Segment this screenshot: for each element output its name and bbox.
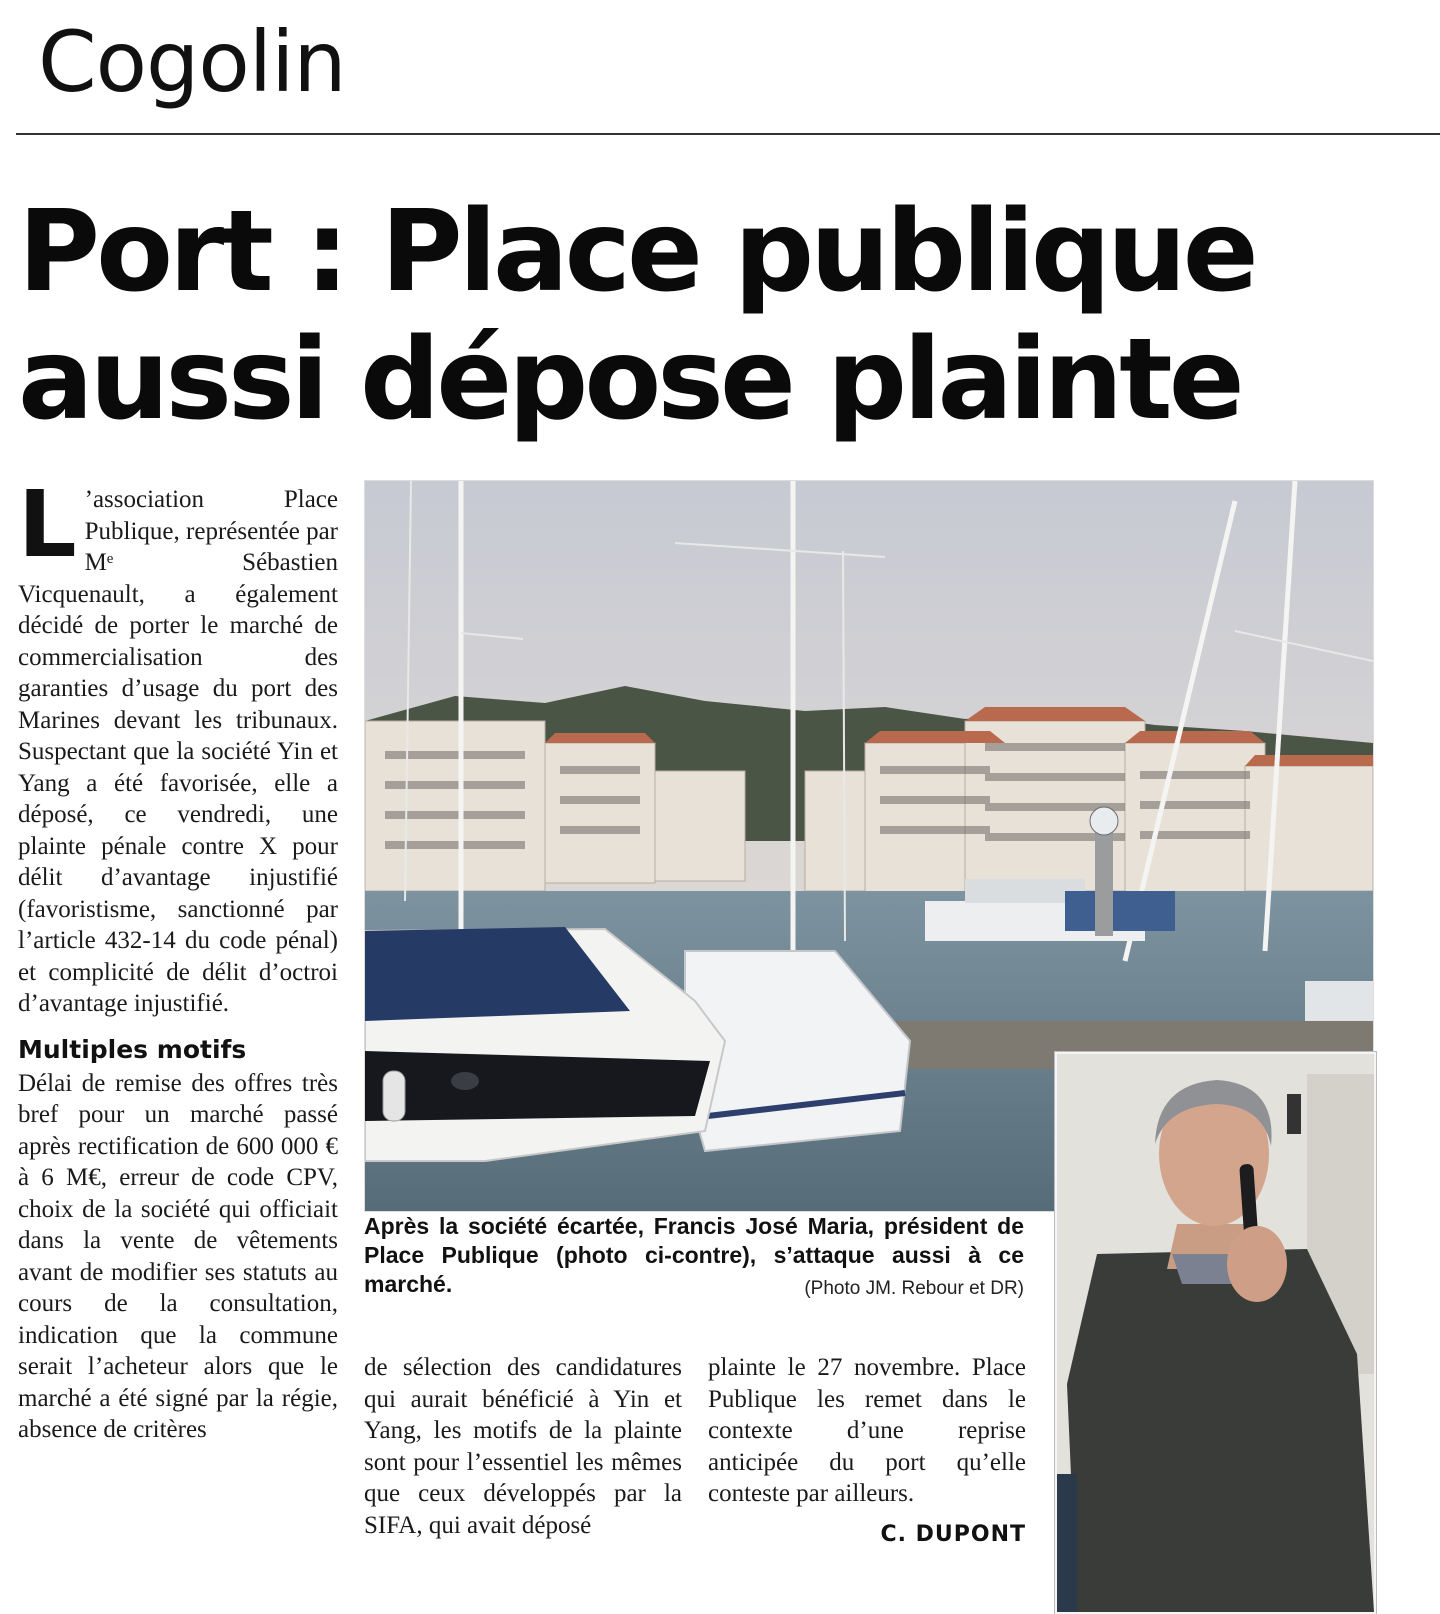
article-body-col1: Délai de remise des offres très bref pour un marché passé après rectification de 600 000 € à 6 M€, erreur de code CPV, choix de la société qui officiait dans la vente de vêtements avant de modifier ses statuts au cours de la consultation, indication que la commune serait l’acheteur alors que le marché a été signé par la régie, absence de critères (18, 1069, 338, 1443)
section-divider (16, 133, 1440, 135)
article-subhead: Multiples motifs (18, 1034, 247, 1064)
photo-caption: Après la société écartée, Francis José Maria, président de Place Publique (photo ci-contre), s’attaque aussi à ce marché. (364, 1213, 1024, 1297)
speaker-portrait-photo (1055, 1052, 1376, 1614)
article-body-col3: plainte le 27 novembre. Place Publique les remet dans le contexte d’une reprise anticipée du port qu’elle conteste par ailleurs. (708, 1354, 1026, 1507)
article-column-2 (364, 1352, 682, 1541)
headline-line-1: Port : Place publique (18, 187, 1255, 317)
photo-credit: (Photo JM. Rebour et DR) (804, 1278, 1024, 1299)
byline: C. DUPONT (880, 1522, 1026, 1547)
article-column-1 (18, 471, 338, 1446)
article-column-3 (708, 1352, 1026, 1510)
headline-line-2: aussi dépose plainte (18, 315, 1241, 445)
headline (18, 188, 1438, 444)
section-title: Cogolin (38, 13, 346, 111)
drop-cap: L (18, 471, 77, 578)
article-intro: ’association Place Publique, représentée par Mᵉ Sébastien Vicquenault, a également décidé de porter le marché de commercialisation des garanties d’usage du port des Marines devant les tribunaux. Suspectant que la société Yin et Yang a été favorisée, elle a déposé, ce vendredi, une plainte pénale contre X pour délit d’avantage injustifié (favoristisme, sanctionné par l’article 432-14 du code pénal) et complicité de délit d’octroi d’avantage injustifié. (18, 486, 338, 1017)
article-body-col2: de sélection des candidatures qui aurait bénéficié à Yin et Yang, les motifs de la plainte sont pour l’essentiel les mêmes que ceux développés par la SIFA, qui avait déposé (364, 1354, 682, 1539)
